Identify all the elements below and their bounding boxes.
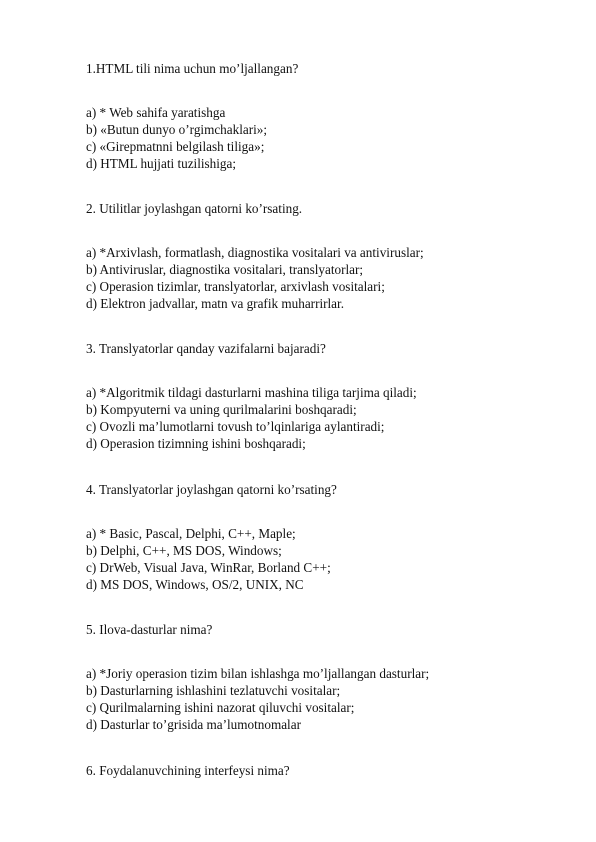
question-5-option-a: a) *Joriy operasion tizim bilan ishlashga mo’ljallangan dasturlar; <box>86 666 430 681</box>
question-3-option-d: d) Operasion tizimning ishini boshqaradi; <box>86 436 306 451</box>
question-1-text: 1.HTML tili nima uchun mo’ljallangan? <box>86 61 299 76</box>
question-1-option-d: d) HTML hujjati tuzilishiga; <box>86 156 237 171</box>
question-3-option-a: a) *Algoritmik tildagi dasturlarni mashina tiliga tarjima qiladi; <box>86 385 417 400</box>
question-4-text: 4. Translyatorlar joylashgan qatorni ko’rsating? <box>86 482 337 497</box>
question-5-option-d: d) Dasturlar to’grisida ma’lumotnomalar <box>86 717 301 732</box>
question-2-option-a: a) *Arxivlash, formatlash, diagnostika vositalari va antiviruslar; <box>86 245 424 260</box>
question-3-text: 3. Translyatorlar qanday vazifalarni bajaradi? <box>86 341 326 356</box>
question-2-option-c: c) Operasion tizimlar, translyatorlar, arxivlash vositalari; <box>86 279 385 294</box>
question-1-option-b: b) «Butun dunyo o’rgimchaklari»; <box>86 122 268 137</box>
question-5-text: 5. Ilova-dasturlar nima? <box>86 622 213 637</box>
question-1-option-a: a) * Web sahifa yaratishga <box>86 105 226 120</box>
question-4-option-c: c) DrWeb, Visual Java, WinRar, Borland C++; <box>86 560 331 575</box>
question-3-option-c: c) Ovozli ma’lumotlarni tovush to’lqinlariga aylantiradi; <box>86 419 385 434</box>
question-2-text: 2. Utilitlar joylashgan qatorni ko’rsating. <box>86 201 303 216</box>
question-5-option-c: c) Qurilmalarning ishini nazorat qiluvchi vositalar; <box>86 700 355 715</box>
question-4-option-d: d) MS DOS, Windows, OS/2, UNIX, NC <box>86 577 304 592</box>
question-5-option-b: b) Dasturlarning ishlashini tezlatuvchi vositalar; <box>86 683 341 698</box>
question-4-option-a: a) * Basic, Pascal, Delphi, C++, Maple; <box>86 526 296 541</box>
question-2-option-b: b) Antiviruslar, diagnostika vositalari, translyatorlar; <box>86 262 364 277</box>
question-4-option-b: b) Delphi, C++, MS DOS, Windows; <box>86 543 282 558</box>
question-2-option-d: d) Elektron jadvallar, matn va grafik muharrirlar. <box>86 296 344 311</box>
question-6-text: 6. Foydalanuvchining interfeysi nima? <box>86 763 290 778</box>
question-1-option-c: c) «Girepmatnni belgilash tiliga»; <box>86 139 265 154</box>
question-3-option-b: b) Kompyuterni va uning qurilmalarini boshqaradi; <box>86 402 357 417</box>
